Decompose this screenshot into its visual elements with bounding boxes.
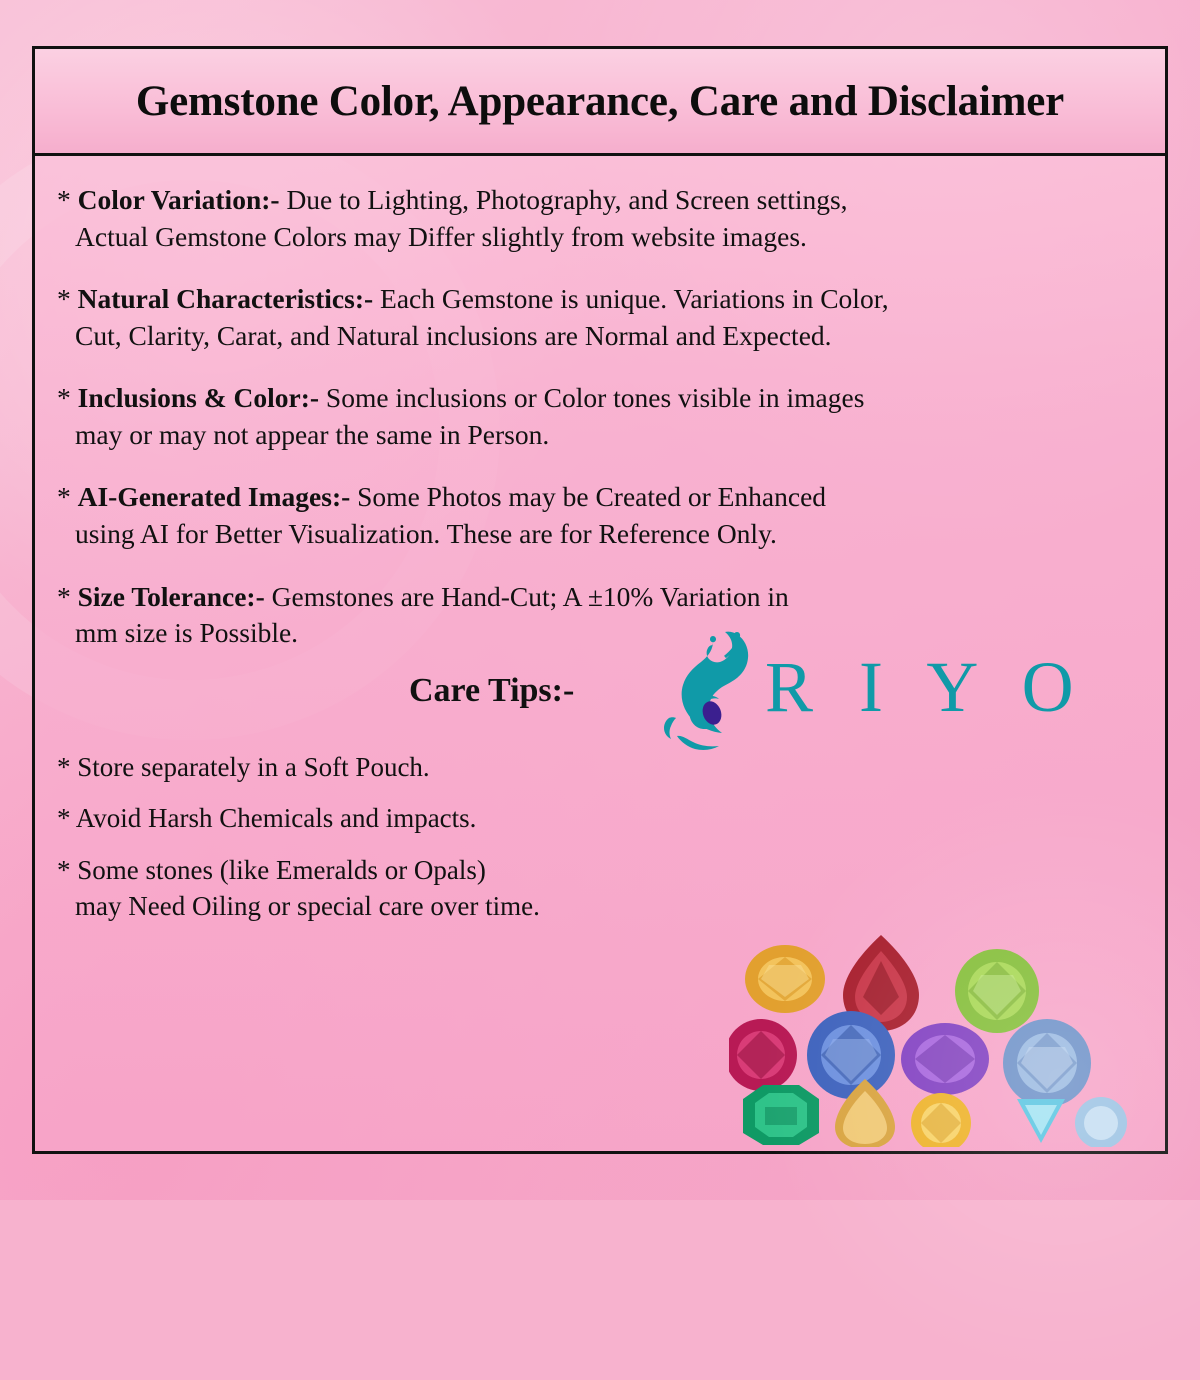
disclaimer-item <box>57 479 1141 552</box>
bullet-star: * <box>57 481 71 513</box>
disclaimer-item <box>57 281 1141 354</box>
brand-name: R I Y O <box>765 646 1088 727</box>
gem-garnet-pear <box>843 935 919 1031</box>
item-line-1: Some inclusions or Color tones visible in images <box>319 382 865 414</box>
title-band <box>35 49 1165 156</box>
bullet-star: * <box>57 751 71 782</box>
item-lead: Natural Characteristics:- <box>77 283 374 315</box>
bullet-star: * <box>57 580 71 612</box>
gem-amethyst-oval <box>901 1023 989 1095</box>
item-line-1: Due to Lighting, Photography, and Screen settings, <box>279 184 848 215</box>
item-lead: Inclusions & Color:- <box>77 382 320 414</box>
item-line-2: Actual Gemstone Colors may Differ slightly from website images. <box>75 220 807 252</box>
disclaimer-item <box>57 380 1141 453</box>
gemstone-cluster-image <box>729 927 1159 1147</box>
bullet-star: * <box>57 184 71 215</box>
item-lead: Size Tolerance:- <box>77 580 265 612</box>
bullet-star: * <box>57 854 71 885</box>
gem-yellow-citrine-round <box>911 1093 971 1147</box>
care-item <box>57 801 757 837</box>
care-heading-row <box>57 646 1141 744</box>
gem-iolite-round <box>807 1011 895 1099</box>
gem-citrine-oval <box>745 945 825 1013</box>
disclaimer-item <box>57 182 1141 255</box>
item-lead: AI-Generated Images:- <box>77 481 351 513</box>
care-item-line-1: Some stones (like Emeralds or Opals) <box>77 854 486 885</box>
care-tips-heading: Care Tips:- <box>409 671 575 709</box>
gem-peridot-round <box>955 949 1039 1033</box>
item-line-1: Gemstones are Hand-Cut; A ±10% Variation in <box>264 580 789 612</box>
bullet-star: * <box>57 382 71 414</box>
item-line-1: Each Gemstone is unique. Variations in Color, <box>373 283 889 315</box>
disclaimer-card <box>32 46 1168 1154</box>
care-tips-list <box>57 750 757 925</box>
page-title: Gemstone Color, Appearance, Care and Disclaimer <box>135 77 1065 125</box>
gem-aquamarine-round <box>1003 1019 1091 1107</box>
gem-light-blue-round <box>1075 1097 1127 1147</box>
item-line-2: using AI for Better Visualization. These are for Reference Only. <box>75 517 777 549</box>
gem-emerald-octagon <box>743 1085 819 1145</box>
brand-logo <box>617 618 1137 768</box>
item-lead: Color Variation:- <box>77 184 280 215</box>
bullet-star: * <box>57 283 71 315</box>
care-item-line-1: Avoid Harsh Chemicals and impacts. <box>75 803 477 834</box>
item-line-2: mm size is Possible. <box>75 617 299 649</box>
item-line-2: may or may not appear the same in Person. <box>75 418 550 450</box>
gem-golden-pear <box>835 1079 895 1147</box>
care-item-line-2: may Need Oiling or special care over time. <box>75 890 540 921</box>
care-item-line-1: Store separately in a Soft Pouch. <box>77 751 430 782</box>
gem-sky-blue-topaz-trillion <box>1017 1099 1065 1143</box>
item-line-1: Some Photos may be Created or Enhanced <box>350 481 827 513</box>
disclaimer-body <box>35 156 1165 924</box>
care-item <box>57 853 757 924</box>
item-line-2: Cut, Clarity, Carat, and Natural inclusions are Normal and Expected. <box>75 319 832 351</box>
bullet-star: * <box>57 803 71 834</box>
gem-rhodolite-round <box>729 1019 797 1091</box>
